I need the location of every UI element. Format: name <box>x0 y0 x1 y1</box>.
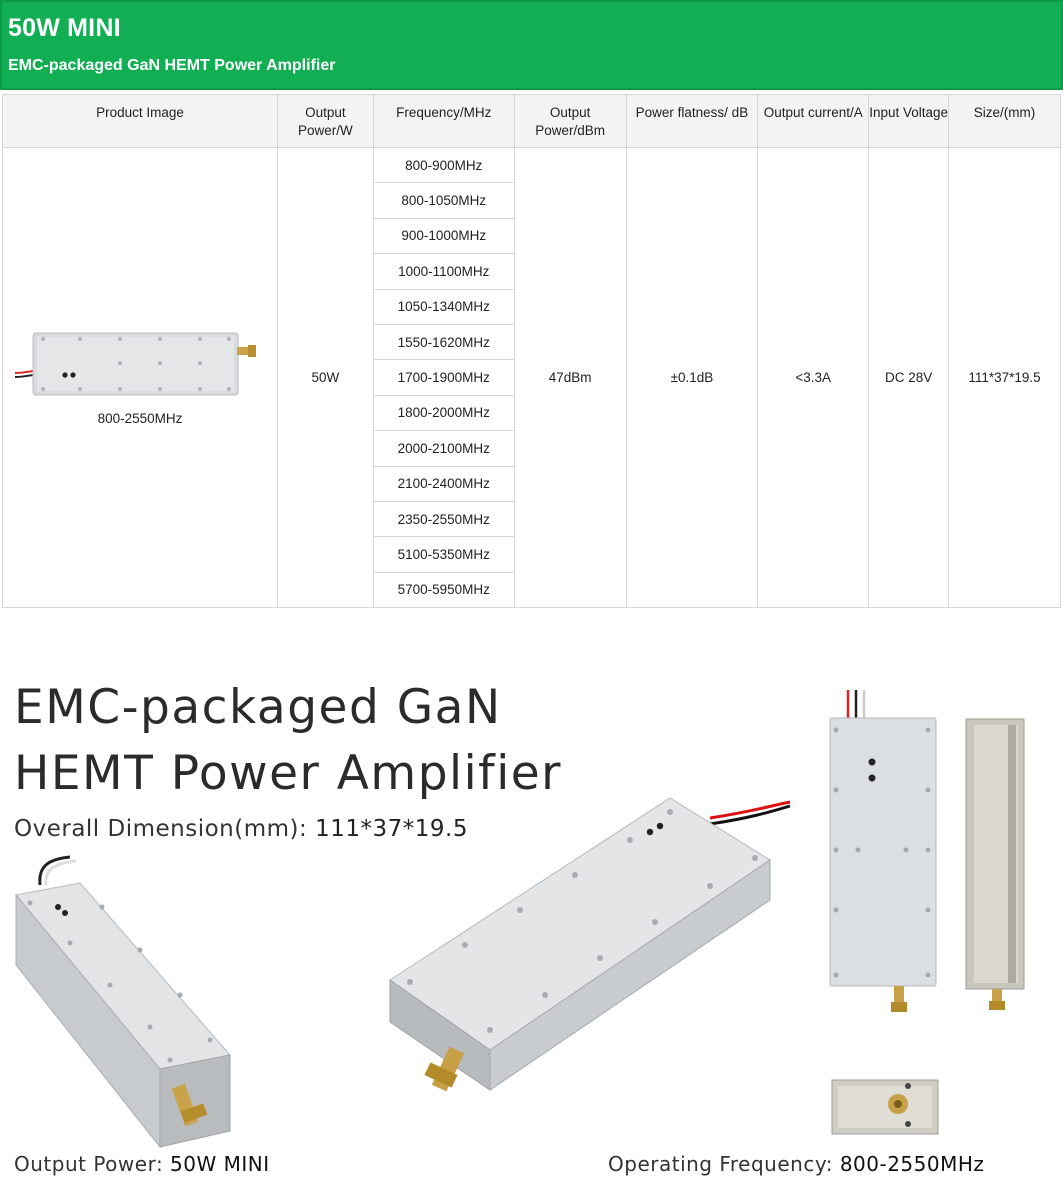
frequency-cell: 2350-2550MHz <box>373 501 514 536</box>
operating-frequency-value: 800-2550MHz <box>839 1152 985 1176</box>
frequency-cell: 1700-1900MHz <box>373 360 514 395</box>
header-output-power-w: Output Power/W <box>277 95 373 148</box>
output-power-line <box>14 1152 270 1176</box>
dimension-label: Overall Dimension(mm): <box>14 816 308 842</box>
power-flatness-cell: ±0.1dB <box>626 148 758 608</box>
frequency-cell: 2000-2100MHz <box>373 431 514 466</box>
frequency-cell: 1050-1340MHz <box>373 289 514 324</box>
page-title: 50W MINI <box>8 14 121 42</box>
frequency-cell: 800-1050MHz <box>373 183 514 218</box>
amplifier-photo-side-view <box>960 715 1030 1015</box>
table-header-row <box>3 95 1061 148</box>
promo-heading-line1: EMC-packaged GaN <box>14 680 502 735</box>
output-current-cell: <3.3A <box>758 148 869 608</box>
operating-frequency-line <box>608 1152 984 1176</box>
output-power-label: Output Power: <box>14 1152 164 1176</box>
dimension-value: 111*37*19.5 <box>315 816 468 842</box>
spec-table <box>2 94 1061 608</box>
frequency-cell: 1550-1620MHz <box>373 324 514 359</box>
frequency-cell: 800-900MHz <box>373 148 514 183</box>
page-subtitle: EMC-packaged GaN HEMT Power Amplifier <box>8 57 336 74</box>
amplifier-photo-left <box>10 855 240 1155</box>
amplifier-photo-top-view <box>828 690 940 1030</box>
header-size: Size/(mm) <box>949 95 1061 148</box>
frequency-cell: 1800-2000MHz <box>373 395 514 430</box>
operating-frequency-label: Operating Frequency: <box>608 1152 833 1176</box>
output-power-w-cell: 50W <box>277 148 373 608</box>
frequency-cell: 900-1000MHz <box>373 218 514 253</box>
frequency-cell: 5700-5950MHz <box>373 572 514 607</box>
header-input-voltage: Input Voltage <box>869 95 949 148</box>
frequency-cell: 2100-2400MHz <box>373 466 514 501</box>
output-power-value: 50W MINI <box>170 1152 270 1176</box>
header-frequency: Frequency/MHz <box>373 95 514 148</box>
header-output-power-dbm: Output Power/dBm <box>514 95 626 148</box>
table-row <box>3 148 1061 183</box>
product-frequency-range: 800-2550MHz <box>97 411 183 427</box>
amplifier-photo-center <box>370 790 800 1100</box>
promo-section <box>0 640 1063 1200</box>
title-banner <box>0 0 1063 90</box>
amplifier-thumbnail-image <box>15 329 265 399</box>
header-product-image: Product Image <box>3 95 278 148</box>
output-power-dbm-cell: 47dBm <box>514 148 626 608</box>
product-image-cell <box>3 148 278 608</box>
amplifier-photo-end-view <box>830 1076 940 1138</box>
size-cell: 111*37*19.5 <box>949 148 1061 608</box>
promo-heading-line2: HEMT Power Amplifier <box>14 746 563 801</box>
frequency-cell: 5100-5350MHz <box>373 537 514 572</box>
frequency-cell: 1000-1100MHz <box>373 254 514 289</box>
header-output-current: Output current/A <box>758 95 869 148</box>
header-power-flatness: Power flatness/ dB <box>626 95 758 148</box>
input-voltage-cell: DC 28V <box>869 148 949 608</box>
